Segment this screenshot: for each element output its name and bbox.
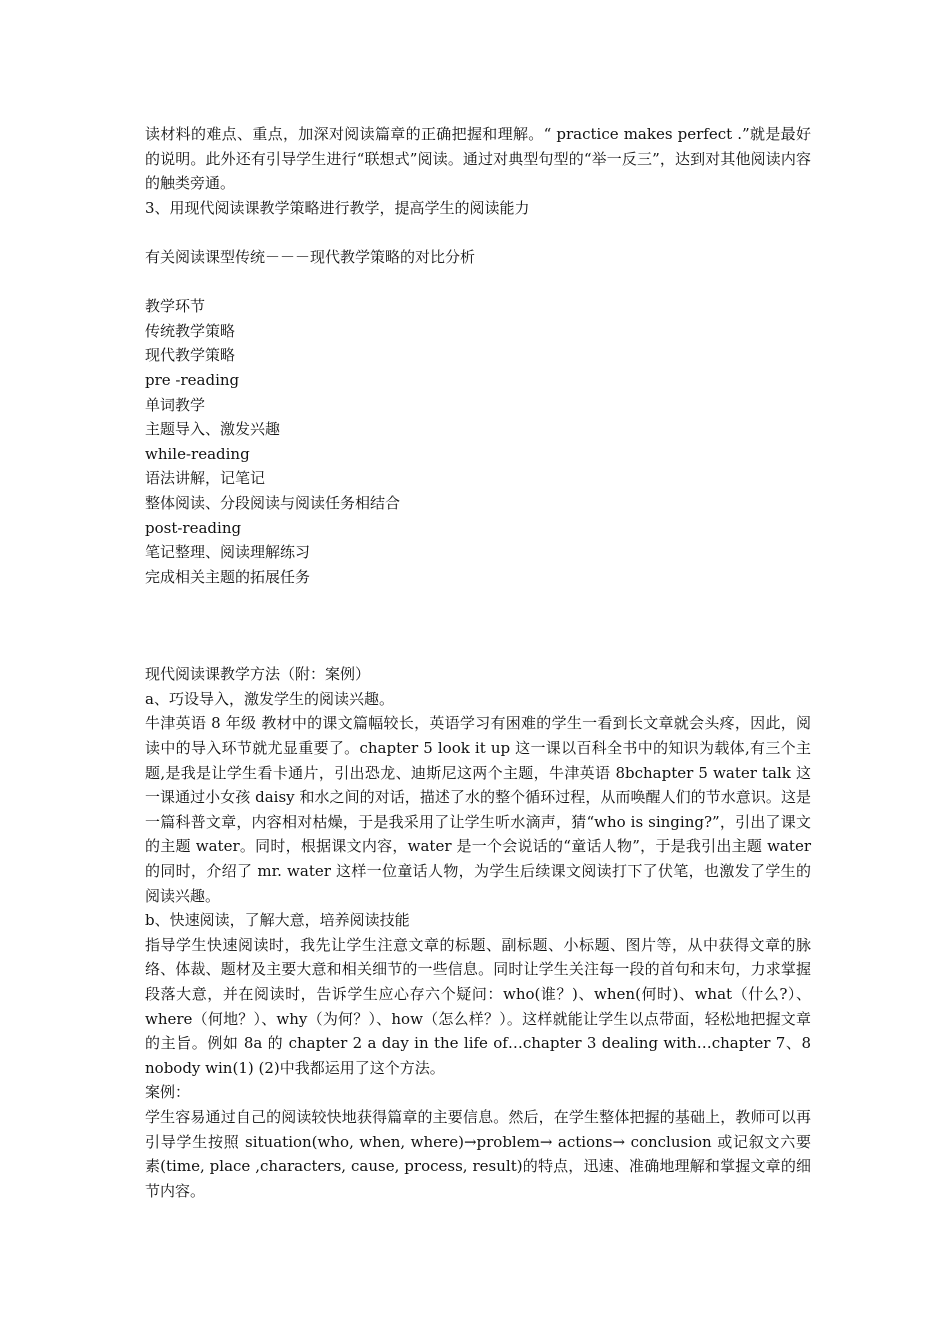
spacer <box>145 589 811 662</box>
section-a-heading: a、巧设导入，激发学生的阅读兴趣。 <box>145 689 394 708</box>
table-line: while-reading <box>145 444 250 463</box>
table-line: post-reading <box>145 518 242 537</box>
case-body: 学生容易通过自己的阅读较快地获得篇章的主要信息。然后，在学生整体把握的基础上，教师可以再引导学生按照 situation(who, when, where)→problem→ actions→ conclusion 或记叙文六要素(time, place ,characters, cause, process, result)的特点，迅速、准确地理解和掌握文章的细节内容。 <box>145 1107 811 1200</box>
table-line: 现代教学策略 <box>145 346 236 365</box>
spacer <box>145 270 811 295</box>
paragraph-intro: 读材料的难点、重点，加深对阅读篇章的正确把握和理解。“ practice makes perfect .”就是最好的说明。此外还有引导学生进行“联想式”阅读。通过对典型句型的“举一反三”，达到对其他阅读内容的触类旁通。 <box>145 125 811 193</box>
table-line: 主题导入、激发兴趣 <box>145 420 281 439</box>
table-line: 单词教学 <box>145 395 206 414</box>
section-b-heading: b、快速阅读，了解大意，培养阅读技能 <box>145 911 410 930</box>
spacer <box>145 220 811 245</box>
table-line: 传统教学策略 <box>145 321 236 340</box>
table-line: pre -reading <box>145 370 240 389</box>
paragraph-comparison-title: 有关阅读课型传统－－－现代教学策略的对比分析 <box>145 247 476 266</box>
section-a-body: 牛津英语 8 年级 教材中的课文篇幅较长，英语学习有困难的学生一看到长文章就会头疼，因此，阅读中的导入环节就尤显重要了。chapter 5 look it up 这一课以百科全书中的知识为载体,有三个主题,是我是让学生看卡通片，引出恐龙、迪斯尼这两个主题，牛津英语 8bchapter 5 water talk 这一课通过小女孩 daisy 和水之间的对话，描述了水的整个循环过程，从而唤醒人们的节水意识。这是一篇科普文章，内容相对枯燥，于是我采用了让学生听水滴声，猜“who is singing?”，引出了课文的主题 water。同时，根据课文内容，water 是一个会说话的“童话人物”，于是我引出主题 water 的同时，介绍了 mr. water 这样一位童话人物，为学生后续课文阅读打下了伏笔，也激发了学生的阅读兴趣。 <box>145 714 811 905</box>
section-b-body: 指导学生快速阅读时，我先让学生注意文章的标题、副标题、小标题、图片等，从中获得文章的脉络、体裁、题材及主要大意和相关细节的一些信息。同时让学生关注每一段的首句和末句，力求掌握段落大意，并在阅读时，告诉学生应心存六个疑问：who(谁？)、when(何时)、what（什么?）、where（何地？）、why（为何？）、how（怎么样？）。这样就能让学生以点带面，轻松地把握文章的主旨。例如 8a 的 chapter 2 a day in the life of…chapter 3 dealing with…chapter 7、8 nobody win(1) (2)中我都运用了这个方法。 <box>145 935 811 1077</box>
methods-title: 现代阅读课教学方法（附：案例） <box>145 665 371 684</box>
table-line: 笔记整理、阅读理解练习 <box>145 543 311 562</box>
paragraph-strategy-heading: 3、用现代阅读课教学策略进行教学，提高学生的阅读能力 <box>145 198 530 217</box>
case-label: 案例： <box>145 1083 191 1102</box>
table-line: 教学环节 <box>145 297 206 316</box>
table-line: 语法讲解，记笔记 <box>145 469 266 488</box>
table-line: 整体阅读、分段阅读与阅读任务相结合 <box>145 493 401 512</box>
table-line: 完成相关主题的拓展任务 <box>145 567 311 586</box>
document-page <box>145 122 811 1203</box>
